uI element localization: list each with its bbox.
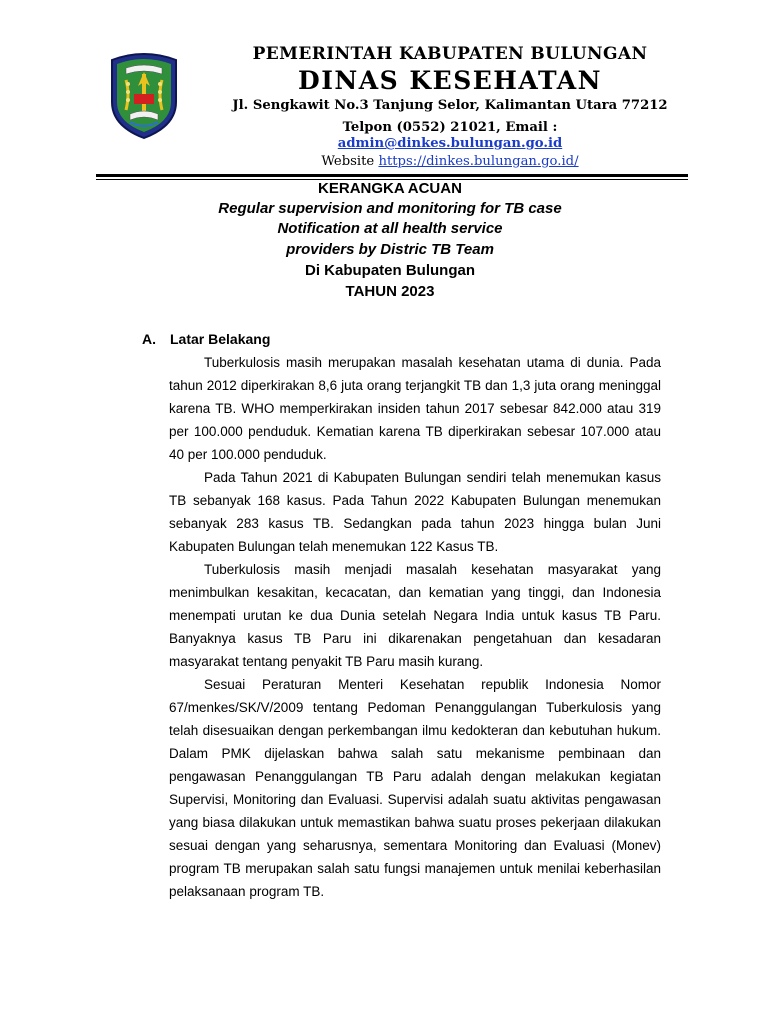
title-line-5: Di Kabupaten Bulungan — [305, 262, 475, 279]
letterhead-rule-thick — [96, 174, 688, 177]
government-name: PEMERINTAH KABUPATEN BULUNGAN — [252, 44, 648, 64]
website-label: Website — [321, 154, 375, 169]
title-year: TAHUN 2023 — [345, 283, 435, 300]
paragraph: Tuberkulosis masih merupakan masalah kesehatan utama di dunia. Pada tahun 2012 diperkirakan 8,6 juta orang terjangkit TB dan 1,3 juta orang meninggal karena TB. WHO memperkirakan insiden tahun 2017 sebesar 842.000 atau 319 per 100.000 penduduk. Kematian karena TB diperkirakan sebesar 107.000 atau 40 per 100.000 penduduk. — [169, 355, 661, 462]
section-number: A. — [142, 331, 156, 347]
title-line-3: Notification at all health service — [277, 220, 503, 237]
website-link[interactable]: https://dinkes.bulungan.go.id/ — [378, 154, 579, 169]
section-heading: Latar Belakang — [170, 331, 271, 347]
paragraph: Sesuai Peraturan Menteri Kesehatan republik Indonesia Nomor 67/menkes/SK/V/2009 tentang Pedoman Penanggulangan Tuberkulosis yang telah disesuaikan dengan perkembangan ilmu kedokteran dan kebutuhan hukum. Dalam PMK dijelaskan bahwa salah satu mekanisme pembinaan dan pengawasan Penanggulangan TB Paru adalah dengan melakukan kegiatan Supervisi, Monitoring dan Evaluasi. Supervisi adalah suatu aktivitas pengawasan yang biasa dilakukan untuk memastikan bahwa suatu proses pekerjaan dilakukan sesuai dengan yang seharusnya, sementara Monitoring dan Evaluasi (Monev) program TB merupakan salah satu fungsi manajemen untuk menilai keberhasilan pelaksanaan program TB. — [169, 677, 661, 899]
office-address: Jl. Sengkawit No.3 Tanjung Selor, Kalimantan Utara 77212 — [232, 98, 668, 113]
website-line — [200, 154, 700, 169]
title-line-2: Regular supervision and monitoring for TB case — [218, 200, 562, 217]
email-link[interactable]: admin@dinkes.bulungan.go.id — [337, 136, 563, 151]
section-body — [169, 351, 661, 903]
paragraph: Pada Tahun 2021 di Kabupaten Bulungan sendiri telah menemukan kasus TB sebanyak 168 kasus. Pada Tahun 2022 Kabupaten Bulungan menemukan sebanyak 283 kasus TB. Sedangkan pada tahun 2023 hingga bulan Juni Kabupaten Bulungan telah menemukan 122 Kasus TB. — [169, 470, 661, 554]
phone-line: Telpon (0552) 21021, Email : — [342, 120, 558, 135]
title-line-4: providers by Distric TB Team — [286, 241, 494, 258]
department-name: DINAS KESEHATAN — [298, 66, 602, 95]
paragraph: Tuberkulosis masih menjadi masalah kesehatan masyarakat yang menimbulkan kesakitan, kecacatan, dan kematian yang tinggi, dan Indonesia menempati urutan ke dua Dunia setelah Negara India untuk kasus TB Paru. Banyaknya kasus TB Paru ini dikarenakan pengetahuan dan kesadaran masyarakat tentang penyakit TB Paru masih kurang. — [169, 562, 661, 669]
email-line — [200, 136, 700, 151]
document-title: KERANGKA ACUAN — [318, 180, 462, 197]
regency-emblem-logo — [104, 50, 184, 140]
